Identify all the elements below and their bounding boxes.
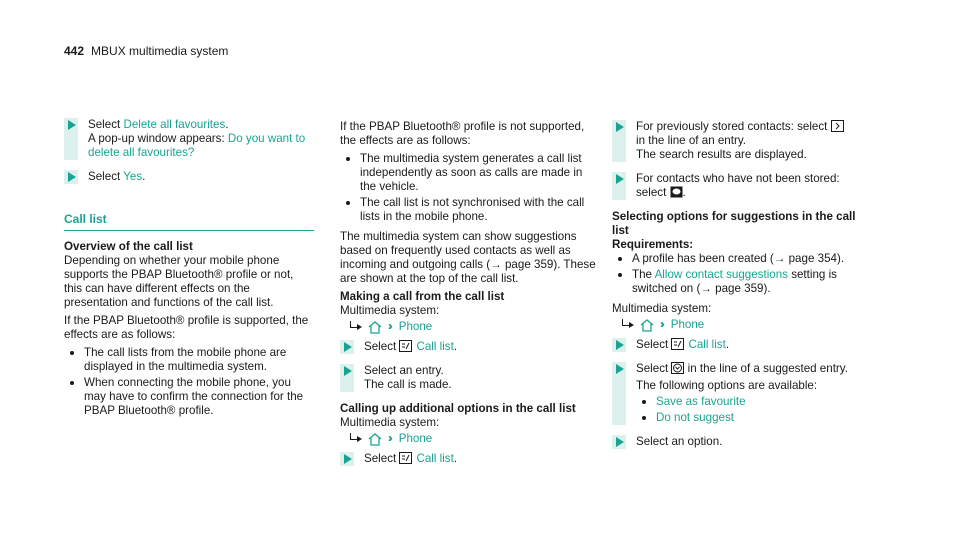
multimedia-label: Multimedia system: bbox=[340, 304, 440, 317]
section-title: Call list bbox=[64, 212, 314, 231]
requirements-label: Requirements: bbox=[612, 238, 694, 251]
paragraph-not-supported: If the PBAP Bluetooth® profile is not supported, the effects are as follows: bbox=[340, 120, 585, 147]
step-arrow-icon bbox=[616, 174, 624, 184]
overview-heading: Overview of the call list bbox=[64, 240, 193, 253]
step-select-entry: Select an entry. The call is made. bbox=[340, 364, 600, 392]
step-select-suggestion-icon: Select in the line of a suggested entry. The following options are available: Save as favourite Do not suggest bbox=[612, 362, 872, 425]
double-chevron-icon: ›› bbox=[660, 318, 662, 331]
yes-link[interactable]: Yes bbox=[123, 170, 143, 183]
call-list-link[interactable]: Call list bbox=[688, 338, 726, 351]
delete-all-favourites-link[interactable]: Delete all favourites bbox=[123, 118, 226, 131]
multimedia-label: Multimedia system: bbox=[612, 302, 712, 315]
step-call-list: Select Call list. bbox=[340, 340, 600, 354]
step-select-yes: Select Yes. bbox=[64, 170, 314, 184]
step-stored-contacts: For previously stored contacts: select in the line of an entry. The search results are displayed. bbox=[612, 120, 872, 162]
list-item: A profile has been created (→ page 354). bbox=[612, 252, 872, 266]
list-item: When connecting the mobile phone, you may have to confirm the connection for the PBAP Bluetooth® profile. bbox=[64, 376, 314, 418]
step-call-list-3: Select Call list. bbox=[612, 338, 872, 352]
options-heading: Selecting options for suggestions in the call list bbox=[612, 210, 856, 237]
phone-link[interactable]: Phone bbox=[670, 318, 705, 331]
options-intro: The following options are available: bbox=[636, 379, 818, 392]
call-list-link[interactable]: Call list bbox=[416, 340, 454, 353]
options-list bbox=[636, 395, 872, 425]
phone-link[interactable]: Phone bbox=[398, 320, 433, 333]
home-icon bbox=[368, 321, 382, 334]
list-item: The multimedia system generates a call list independently as soon as calls are made in the vehicle. bbox=[340, 152, 600, 194]
step-call-list-2: Select Call list. bbox=[340, 452, 600, 466]
navigation-path bbox=[340, 432, 600, 446]
popup-question: Do you want to delete all favourites? bbox=[88, 132, 306, 159]
step-arrow-icon bbox=[68, 120, 76, 130]
home-icon bbox=[368, 433, 382, 446]
list-item: The call lists from the mobile phone are displayed in the multimedia system. bbox=[64, 346, 314, 374]
speech-bubble-icon bbox=[670, 186, 683, 198]
making-call-heading: Making a call from the call list bbox=[340, 290, 505, 303]
return-arrow-icon bbox=[348, 433, 362, 445]
call-list-icon bbox=[399, 452, 412, 464]
step-arrow-icon bbox=[344, 454, 352, 464]
step-arrow-icon bbox=[68, 172, 76, 182]
page-number: 442 bbox=[64, 44, 85, 58]
navigation-path bbox=[612, 318, 872, 332]
multimedia-label: Multimedia system: bbox=[340, 416, 440, 429]
column-1 bbox=[64, 118, 314, 424]
do-not-suggest-link[interactable]: Do not suggest bbox=[656, 411, 734, 424]
list-item: The Allow contact suggestions setting is switched on (→ page 359). bbox=[612, 268, 872, 296]
column-3 bbox=[612, 120, 872, 459]
list-item bbox=[636, 411, 872, 425]
step-delete-favourites: Select Delete all favourites. A pop-up window appears: Do you want to delete all favourites? bbox=[64, 118, 314, 160]
chevron-right-icon bbox=[831, 120, 844, 132]
double-chevron-icon: ›› bbox=[388, 320, 390, 333]
navigation-path bbox=[340, 320, 600, 334]
not-supported-bullets bbox=[340, 152, 600, 224]
allow-contact-suggestions-link[interactable]: Allow contact suggestions bbox=[654, 268, 788, 281]
step-select-option: Select an option. bbox=[612, 435, 872, 449]
step-arrow-icon bbox=[616, 364, 624, 374]
list-item bbox=[636, 395, 872, 409]
suggestions-paragraph: The multimedia system can show suggestions based on frequently used contacts as well as incoming and outgoing calls (→ page 359). These are shown at the top of the call list. bbox=[340, 230, 596, 285]
step-arrow-icon bbox=[344, 366, 352, 376]
call-list-icon bbox=[399, 340, 412, 352]
call-list-icon bbox=[671, 338, 684, 350]
overview-paragraph-1: Depending on whether your mobile phone supports the PBAP Bluetooth® profile or not, this can have different effects on the presentation and functions of the call list. bbox=[64, 254, 294, 309]
call-list-link[interactable]: Call list bbox=[416, 452, 454, 465]
step-unstored-contacts: For contacts who have not been stored: select . bbox=[612, 172, 872, 200]
save-as-favourite-link[interactable]: Save as favourite bbox=[656, 395, 746, 408]
phone-link[interactable]: Phone bbox=[398, 432, 433, 445]
home-icon bbox=[640, 319, 654, 332]
step-arrow-icon bbox=[344, 342, 352, 352]
return-arrow-icon bbox=[348, 321, 362, 333]
overview-bullets bbox=[64, 346, 314, 418]
header-title: MBUX multimedia system bbox=[91, 44, 229, 58]
step-arrow-icon bbox=[616, 340, 624, 350]
step-arrow-icon bbox=[616, 122, 624, 132]
double-chevron-icon: ›› bbox=[388, 432, 390, 445]
additional-options-heading: Calling up additional options in the call list bbox=[340, 402, 576, 415]
chevron-down-circle-icon bbox=[671, 362, 684, 374]
step-arrow-icon bbox=[616, 437, 624, 447]
requirements-list bbox=[612, 252, 872, 296]
column-2 bbox=[340, 120, 600, 476]
page-header bbox=[64, 44, 228, 58]
return-arrow-icon bbox=[620, 319, 634, 331]
list-item: The call list is not synchronised with the call lists in the mobile phone. bbox=[340, 196, 600, 224]
overview-paragraph-2: If the PBAP Bluetooth® profile is supported, the effects are as follows: bbox=[64, 314, 309, 341]
